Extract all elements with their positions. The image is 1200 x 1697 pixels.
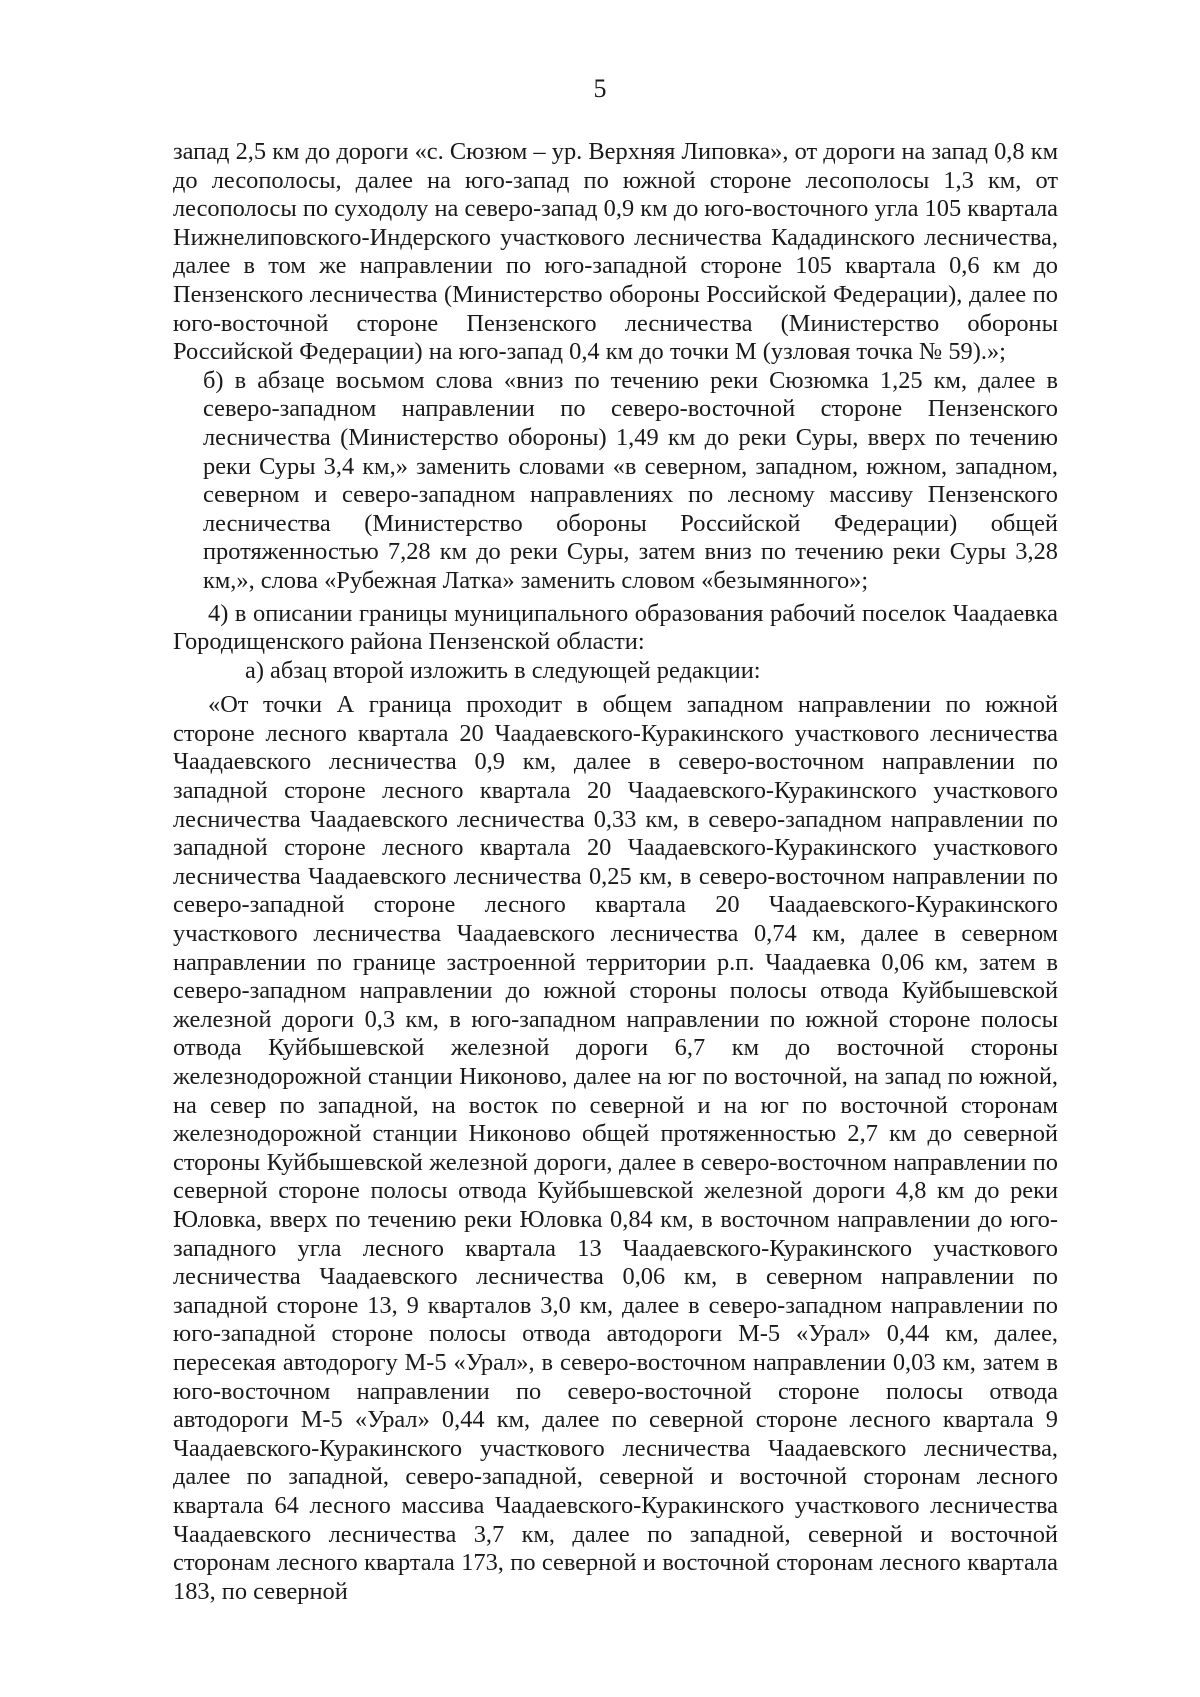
paragraph-continuation: запад 2,5 км до дороги «с. Сюзюм – ур. Верхняя Липовка», от дороги на запад 0,8 км до лесополосы, далее на юго-запад по южной стороне лесополосы 1,3 км, от лесополосы по суходолу на северо-запад 0,9 км до юго-восточного угла 105 квартала Нижнелиповского-Индерского участкового лесничества Кададинского лесничества, далее в том же направлении по юго-западной стороне 105 квартала 0,6 км до Пензенского лесничества (Министерство обороны Российской Федерации), далее по юго-восточной стороне Пензенского лесничества (Министерство обороны Российской Федерации) на юго-запад 0,4 км до точки М (узловая точка № 59).»; [173, 138, 1058, 366]
paragraph-item-4: 4) в описании границы муниципального образования рабочий поселок Чаадаевка Городищенского района Пензенской области: [173, 599, 1058, 656]
page-number: 5 [593, 74, 607, 103]
document-body [173, 138, 1058, 1606]
paragraph-quote: «От точки А граница проходит в общем западном направлении по южной стороне лесного квартала 20 Чаадаевского-Куракинского участкового лесничества Чаадаевского лесничества 0,9 км, далее в северо-восточном направлении по западной стороне лесного квартала 20 Чаадаевского-Куракинского участкового лесничества Чаадаевского лесничества 0,33 км, в северо-западном направлении по западной стороне лесного квартала 20 Чаадаевского-Куракинского участкового лесничества Чаадаевского лесничества 0,25 км, в северо-восточном направлении по северо-западной стороне лесного квартала 20 Чаадаевского-Куракинского участкового лесничества Чаадаевского лесничества 0,74 км, далее в северном направлении по границе застроенной территории р.п. Чаадаевка 0,06 км, затем в северо-западном направлении до южной стороны полосы отвода Куйбышевской железной дороги 0,3 км, в юго-западном направлении по южной стороне полосы отвода Куйбышевской железной дороги 6,7 км до восточной стороны железнодорожной станции Никоново, далее на юг по восточной, на запад по южной, на север по западной, на восток по северной и на юг по восточной сторонам железнодорожной станции Никоново общей протяженностью 2,7 км до северной стороны Куйбышевской железной дороги, далее в северо-восточном направлении по северной стороне полосы отвода Куйбышевской железной дороги 4,8 км до реки Юловка, вверх по течению реки Юловка 0,84 км, в восточном направлении до юго-западного угла лесного квартала 13 Чаадаевского-Куракинского участкового лесничества Чаадаевского лесничества 0,06 км, в северном направлении по западной стороне 13, 9 кварталов 3,0 км, далее в северо-западном направлении по юго-западной стороне полосы отвода автодороги М-5 «Урал» 0,44 км, далее, пересекая автодорогу М-5 «Урал», в северо-восточном направлении 0,03 км, затем в юго-восточном направлении по северо-восточной стороне полосы отвода автодороги М-5 «Урал» 0,44 км, далее по северной стороне лесного квартала 9 Чаадаевского-Куракинского участкового лесничества Чаадаевского лесничества, далее по западной, северо-западной, северной и восточной сторонам лесного квартала 64 лесного массива Чаадаевского-Куракинского участкового лесничества Чаадаевского лесничества 3,7 км, далее по западной, северной и восточной сторонам лесного квартала 173, по северной и восточной сторонам лесного квартала 183, по северной [173, 691, 1058, 1605]
paragraph-item-4a: а) абзац второй изложить в следующей редакции: [245, 656, 761, 684]
paragraph-item-b: б) в абзаце восьмом слова «вниз по течению реки Сюзюмка 1,25 км, далее в северо-западном направлении по северо-восточной стороне Пензенского лесничества (Министерство обороны) 1,49 км до реки Суры, вверх по течению реки Суры 3,4 км,» заменить словами «в северном, западном, южном, западном, северном и северо-западном направлениях по лесному массиву Пензенского лесничества (Министерство обороны Российской Федерации) общей протяженностью 7,28 км до реки Суры, затем вниз по течению реки Суры 3,28 км,», слова «Рубежная Латка» заменить словом «безымянного»; [203, 366, 1058, 594]
